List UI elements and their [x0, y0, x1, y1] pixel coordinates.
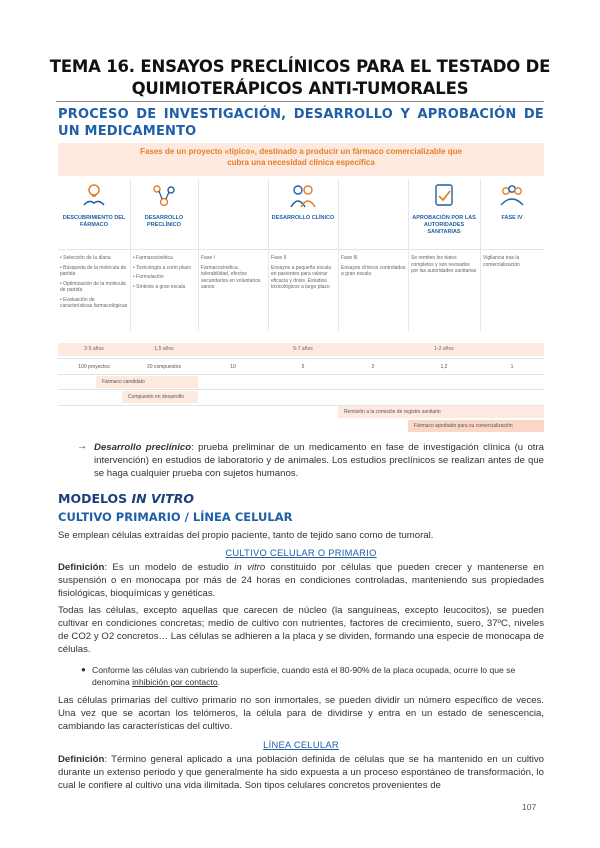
preclinical-term: Desarrollo preclínico [94, 442, 192, 453]
models-heading-prefix: MODELOS [58, 491, 132, 506]
stage-phase4-label: FASE IV [501, 215, 523, 221]
stage-clinical-label: DESARROLLO CLÍNICO [271, 215, 335, 221]
compounds-phase4: 1 [510, 364, 514, 370]
phase2-name: Fase II [271, 255, 287, 261]
list-item: • Búsqueda de la molécula de partida [60, 264, 127, 277]
approval-cell [411, 255, 478, 278]
bullet-icon: ● [81, 665, 86, 674]
preclinical-items [133, 255, 197, 293]
section-heading-process: PROCESO DE INVESTIGACIÓN, DESARROLLO Y APROBACIÓN DE UN MEDICAMENTO [58, 107, 544, 139]
grid-line [58, 389, 544, 390]
stage-preclinical [130, 179, 198, 247]
cultivo-paragraph-3: Las células primarias del cultivo primario no son inmortales, se pueden dividir un número específico de veces. Una vez que se acortan los telómeros, la célula para de dividirse y entra en un estado de senescencia, cambiando las características del cultivo. [58, 695, 544, 732]
phase2-cell [271, 255, 336, 294]
stage-clinical [198, 179, 408, 247]
cultivo-definition [58, 561, 544, 600]
title-line-1: TEMA 16. ENSAYOS PRECLÍNICOS PARA EL TESTADO DE [49, 57, 551, 76]
bullet-text-b: . [217, 677, 221, 687]
clinical-team-icon [288, 181, 318, 211]
stage-approval [408, 179, 480, 247]
compounds-phase2: 5 [301, 364, 305, 370]
grid-line [58, 358, 544, 359]
compounds-phase3: 2 [371, 364, 375, 370]
bar-registry: Remisión a la comisión de registro sanitario [338, 406, 544, 418]
figure-header [58, 143, 544, 176]
phase1-desc: Farmacocinética, tolerabilidad, efectos secundarios en voluntarios sanos [201, 264, 261, 290]
bullet-underlined: inhibición por contacto [132, 677, 218, 687]
definition-text-a: : Es un modelo de estudio [104, 562, 235, 573]
bar-candidate: Fármaco candidato [96, 376, 198, 388]
contact-inhibition-bullet [92, 664, 544, 688]
phase3-name: Fase III [341, 255, 358, 261]
duration-approval: 1-2 años [434, 346, 454, 352]
list-item: • Toxicología a corto plazo [133, 264, 192, 271]
bar-dev-compound: Compuesto en desarrollo [122, 391, 198, 403]
models-heading [58, 491, 194, 506]
phase2-desc: Ensayos a pequeña escala en pacientes para valorar eficacia y dosis. Estudios toxicológicos a largo plazo [271, 264, 332, 290]
stage-discovery [58, 179, 130, 247]
figure-header-text: Fases de un proyecto «típico», destinado a producir un fármaco comercializable que cubra una necesidad clínica específica [140, 147, 462, 167]
people-icon [497, 181, 527, 211]
definition-italic: in vitro [234, 562, 266, 573]
compounds-discovery: 100 proyectos [78, 364, 110, 370]
phase4-desc: Vigilancia tras la comercialización [483, 255, 520, 268]
cultivo-heading: CULTIVO CELULAR O PRIMARIO [225, 548, 377, 558]
preclinical-text: : prueba preliminar de un medicamento en fase de investigación clínica (u otra intervención) en estudios de laboratorio y de animales. Los estudios preclínicos se realizan antes de que se haga cualquier prueba con sujetos humanos. [94, 442, 544, 479]
phase4-cell [483, 255, 543, 271]
page-number: 107 [522, 802, 537, 812]
title-divider [56, 101, 544, 102]
stage-approval-label: APROBACIÓN POR LAS AUTORIDADES SANITARIAS [412, 215, 476, 235]
approval-desc: Se remiten los datos completos y son revisados por las autoridades sanitarias [411, 255, 477, 274]
phase3-cell [341, 255, 406, 281]
compounds-preclinical: 20 compuestos [147, 364, 181, 370]
grid-line [130, 179, 131, 331]
bullet-text-a: Conforme las células van cubriendo la superficie, cuando está el 80-90% de la placa ocupada, ocurre lo que se denomina [92, 665, 516, 687]
molecule-icon [149, 181, 179, 211]
approval-check-icon [429, 181, 459, 211]
list-item: • Formulación [133, 274, 164, 280]
duration-discovery: 2-5 años [84, 346, 104, 352]
preclinical-definition [76, 441, 544, 480]
grid-line [268, 179, 269, 331]
stage-preclinical-label: DESARROLLO PRECLÍNICO [144, 215, 184, 228]
grid-line [480, 179, 481, 331]
discovery-items [60, 255, 128, 313]
list-item: • Farmacocinética [133, 255, 173, 261]
definition-text-b: constituido por células que pueden crecer y mantenerse en suspensión o en monocapa por más de 24 horas en condiciones controladas, manteniendo sus propiedades fisiológicas, bioquímicas y genéticas. [58, 562, 544, 599]
hand-bulb-icon [79, 181, 109, 211]
duration-clinical: 5-7 años [293, 346, 313, 352]
grid-line [58, 249, 544, 250]
grid-line [408, 179, 409, 331]
list-item: • Síntesis a gran escala [133, 283, 186, 290]
linea-definition-label: Definición [58, 754, 105, 765]
list-item: • Evaluación de características farmacológicas [60, 296, 128, 309]
arrow-icon: → [77, 441, 87, 452]
compounds-approval: 1,2 [440, 364, 448, 370]
page-title [40, 56, 560, 100]
cultivo-paragraph-2: Todas las células, excepto aquellas que carecen de núcleo (la sanguíneas, excepto leucocitos), se pueden cultivar en condiciones concretas; medio de cultivo con nutrientes, factores de crecimiento, suero, 37ºC, niveles de CO2 y O2 concretos… Las células se adhieren a la placa y se dividen, formando una especie de monocapa de células. [58, 605, 544, 655]
grid-line [198, 179, 199, 331]
bar-approved: Fármaco aprobado para su comercialización [408, 420, 544, 432]
definition-label: Definición [58, 562, 105, 573]
intro-paragraph: Se emplean células extraídas del propio paciente, tanto de tejido sano como de tumoral. [58, 530, 434, 541]
phase1-name: Fase I [201, 255, 215, 261]
drug-development-figure [58, 143, 544, 431]
list-item: • Selección de la diana [60, 255, 111, 261]
linea-heading: LÍNEA CELULAR [263, 740, 339, 750]
stage-discovery-label: DESCUBRIMIENTO DEL FÁRMACO [62, 215, 126, 228]
title-line-2: QUIMIOTERÁPICOS ANTI-TUMORALES [131, 79, 469, 98]
grid-line [58, 374, 544, 375]
stage-phase4 [480, 179, 544, 247]
models-heading-italic: IN VITRO [131, 491, 195, 506]
duration-preclinical: 1,5 años [154, 346, 174, 352]
subsection-heading: CULTIVO PRIMARIO / LÍNEA CELULAR [58, 510, 293, 524]
compounds-phase1: 10 [230, 364, 236, 370]
phase1-cell [201, 255, 266, 294]
list-item: • Optimización de la molécula de partida [60, 280, 126, 293]
phase3-desc: Ensayos clínicos controlados a gran escala [341, 264, 406, 277]
grid-line [338, 179, 339, 331]
linea-definition-text: : Término general aplicado a una población definida de células que se ha mantenido en un cultivo durante un extenso periodo y que generalmente ha sido expuesta a un proceso espontáneo de transformación, lo cual le confiere al cultivo una vida ilimitada. Son tipos celulares concretos provenientes de [58, 754, 544, 791]
linea-definition [58, 753, 544, 792]
